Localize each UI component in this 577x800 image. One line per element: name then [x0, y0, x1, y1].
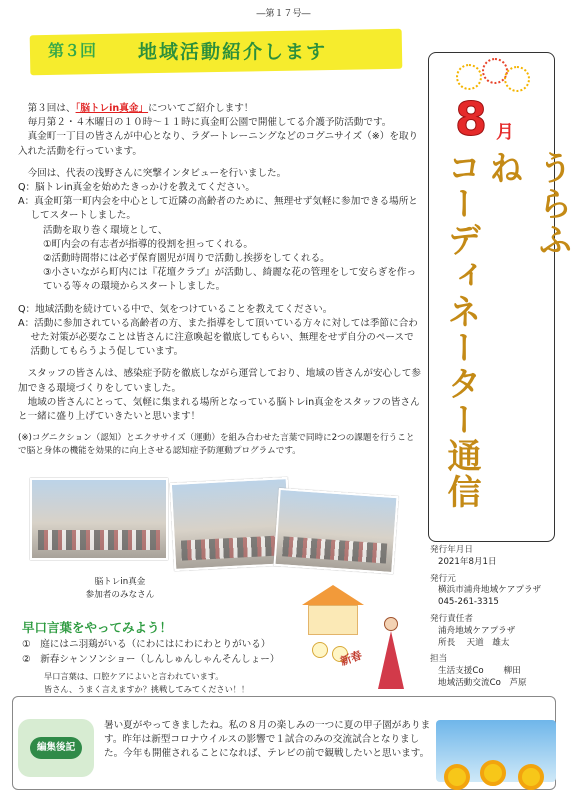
list-item: ② 新春シャンソンショー（しんしゅんしゃんそんしょー） — [22, 653, 280, 665]
paragraph: 今回は、代表の浅野さんに突撃インタビューを行いました。 — [27, 167, 287, 179]
intro-line — [18, 102, 423, 116]
paragraph: 毎月第２・４木曜日の１０時～１１時に真金町公園で開催してる介護予防活動です。 — [27, 117, 392, 129]
singer-illustration — [368, 615, 414, 691]
intro-prefix: 第３回は、 — [27, 103, 76, 114]
paragraph: 真金町一丁目の皆さんが中心となり、ラダートレーニングなどのコグニサイズ（※）を取り入れた活動を行っています。 — [18, 131, 419, 157]
list-item: ① 庭にはニ羽鶏がいる（にわにはにわにわとりがいる） — [22, 639, 271, 650]
title-main: 地域活動紹介します — [138, 41, 328, 63]
month-number: 8 — [455, 92, 488, 146]
editor-note — [18, 715, 430, 781]
masthead-line2: コーディネーター通信 — [441, 150, 481, 510]
answer: A：真金町第一町内会を中心として近隣の高齢者のために、無理せず気軽に参加できる場所としてスタートしました。 — [18, 196, 418, 222]
article-body — [18, 102, 423, 457]
activity-photo — [273, 488, 398, 574]
answer-sub: 活動を取り巻く環境として、 — [42, 224, 168, 236]
tongue-twister-list — [22, 638, 342, 667]
editor-note-text: 暑い夏がやってきましたね。私の８月の楽しみの一つに夏の甲子園があります。昨年は新型コロナウイルスの影響で１試合のみの交流試合となりました。今年も開催されることになれば、テレビの前で観戦したいと思います。 — [104, 720, 431, 759]
answer-sub: ①町内会の有志者が指導的役割を担ってくれる。 — [42, 238, 254, 250]
group-photo — [30, 478, 168, 560]
tongue-twister-heading: 早口言葉をやってみよう！ — [22, 620, 173, 635]
page-number: ―第１７号― — [256, 9, 311, 19]
editor-note-badge: 編集後記 — [30, 737, 82, 759]
answer-sub: ②活動時間帯には必ず保育園児が周りで活動し挨拶をしてくれる。 — [42, 253, 330, 265]
closing-paragraph: スタッフの皆さんは、感染症予防を徹底しながら運営しており、地域の皆さんが安心して参加できる環境づくりをしていました。 — [18, 368, 421, 394]
caption-line: 参加者のみなさん — [85, 590, 155, 600]
tongue-twister-note: 早口言葉は、口腔ケアによいと言われています。 皆さん、うまく言えますか？挑戦してみてください！！ — [44, 671, 250, 694]
masthead-line1: うらふね — [483, 150, 572, 258]
question: Q：脳トレin真金を始めたきっかけを教えてください。 — [18, 182, 255, 194]
footnote: (※)コグニクション（認知）とエクササイズ（運動）を組み合わせた言葉で同時に2つの課題を行うことで脳と身体の機能を効果的に向上させる認知症予防運動プログラムです。 — [18, 433, 415, 456]
answer-sub: ③小さいながら町内には『花壇クラブ』が活動し、綺麗な花の管理をして安らぎを作っている等々の環境からスタートしました。 — [42, 267, 417, 293]
intro-suffix: についてご紹介します！ — [148, 103, 254, 114]
answer: A：活動に参加されている高齢者の方、また指導をして頂いている方々に対しては季節に合わせた対策が必要なことは皆さんに注意喚起を徹底してもらい、無理をせず自分のペースで活動してもらうよう促しています。 — [18, 317, 418, 358]
title-round: 第３回 — [48, 41, 97, 60]
chick-illustration — [312, 642, 328, 658]
photo-caption — [70, 576, 170, 602]
question: Q：地域活動を続けている中で、気をつけていることを教えてください。 — [18, 303, 333, 315]
house-illustration — [302, 585, 364, 635]
publication-info: 発行年月日 2021年8月1日 発行元 横浜市浦舟地域ケアプラザ 045-261-3315 発行責任者 浦舟地域ケアプラザ 所長 天道 雄太 担当 生活支援Co 柳田 地域活動交流Co 芦原 — [430, 545, 542, 688]
closing-paragraph: 地域の皆さんにとって、気軽に集まれる場所となっている脳トレin真金をスタッフの皆さんと一緒に盛り上げていきたいと思います！ — [18, 396, 420, 423]
intro-highlight: 「脳トレin真金」 — [75, 103, 149, 114]
sunflower-illustration — [436, 720, 556, 782]
caption-line: 脳トレin真金 — [94, 577, 146, 587]
month-kanji: 月 — [496, 122, 514, 143]
shinshun-decor: 新春 — [338, 648, 364, 669]
